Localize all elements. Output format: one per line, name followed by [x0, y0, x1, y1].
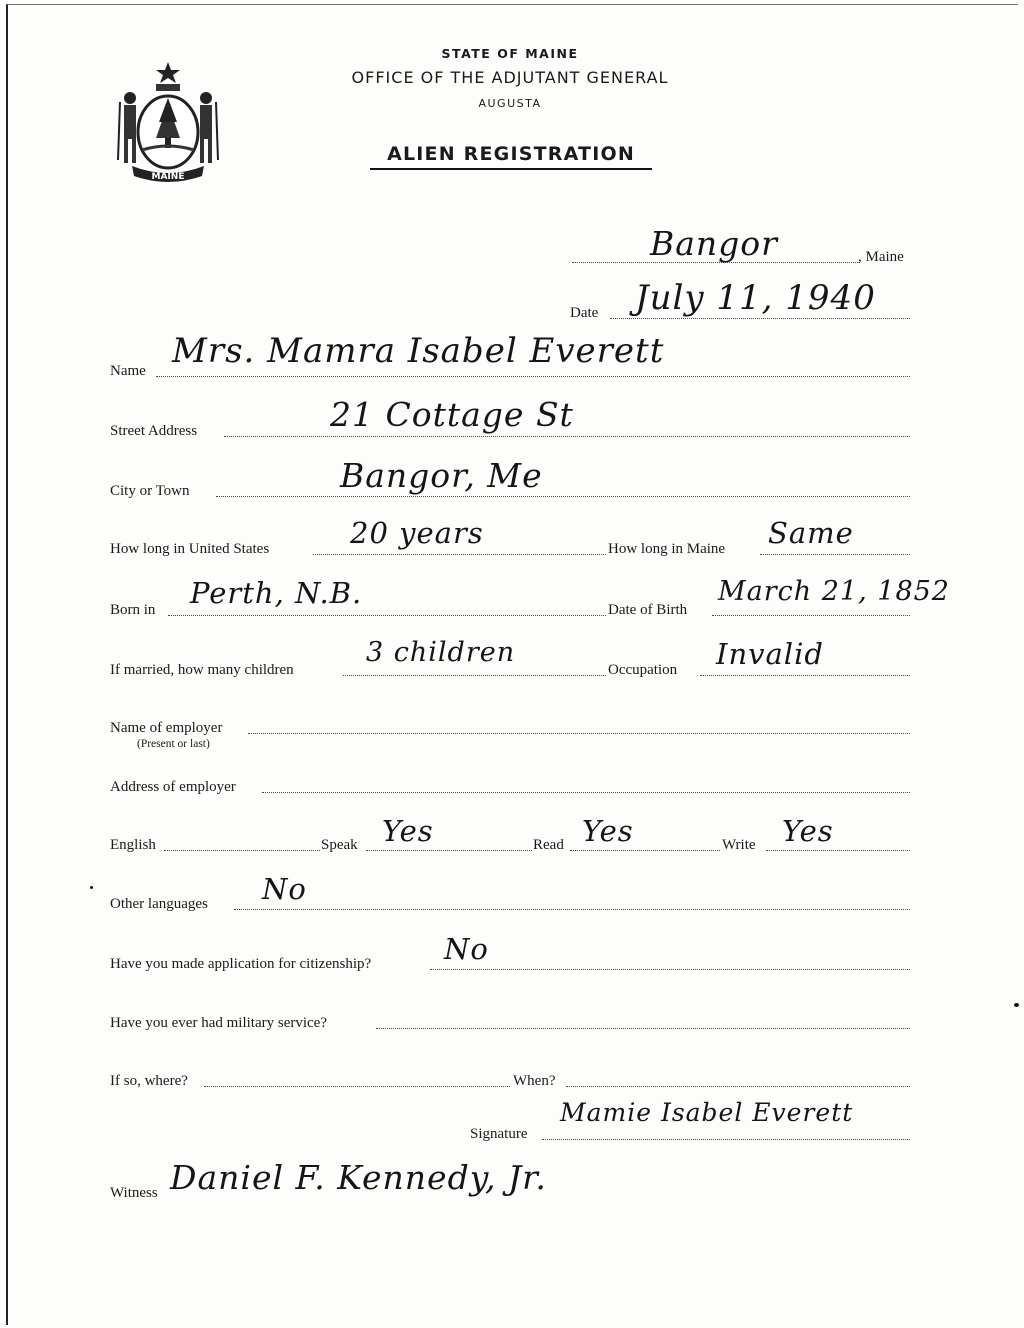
read-label: Read: [533, 837, 564, 853]
employer-label: Name of employer: [110, 720, 223, 736]
place-value: Bangor: [650, 224, 778, 263]
date-line: [610, 318, 910, 319]
write-label: Write: [722, 837, 756, 853]
born-value: Perth, N.B.: [190, 576, 363, 610]
us-value: 20 years: [350, 516, 484, 550]
dob-line: [712, 615, 910, 616]
city-heading: AUGUSTA: [478, 97, 542, 110]
signature-value: Mamie Isabel Everett: [560, 1098, 854, 1127]
maine-line: [760, 554, 910, 555]
name-value: Mrs. Mamra Isabel Everett: [172, 331, 665, 371]
maine-value: Same: [768, 516, 854, 550]
employer-address-line: [262, 792, 910, 793]
children-value: 3 children: [366, 637, 516, 668]
occupation-label: Occupation: [608, 662, 678, 678]
where-line: [204, 1086, 510, 1087]
read-value: Yes: [582, 814, 634, 848]
street-value: 21 Cottage St: [330, 395, 574, 434]
street-line: [224, 436, 910, 437]
employer-address-label: Address of employer: [110, 779, 236, 795]
other-languages-line: [234, 909, 910, 910]
maine-label: How long in Maine: [608, 541, 726, 557]
signature-line: [542, 1139, 910, 1140]
english-line: [164, 850, 320, 851]
occupation-line: [700, 675, 910, 676]
witness-value: Daniel F. Kennedy, Jr.: [170, 1158, 547, 1197]
date-value: July 11, 1940: [635, 278, 876, 318]
when-label: When?: [513, 1073, 556, 1089]
born-line: [168, 615, 606, 616]
citizenship-label: Have you made application for citizenship?: [110, 956, 372, 972]
citizenship-line: [430, 969, 910, 970]
when-line: [566, 1086, 910, 1087]
born-label: Born in: [110, 602, 156, 618]
dob-label: Date of Birth: [608, 602, 688, 618]
us-label: How long in United States: [110, 541, 270, 557]
name-label: Name: [110, 363, 146, 379]
city-value: Bangor, Me: [340, 456, 543, 495]
employer-line: [248, 733, 910, 734]
read-line: [570, 850, 720, 851]
witness-label: Witness: [110, 1185, 158, 1201]
speak-label: Speak: [321, 837, 358, 853]
city-label: City or Town: [110, 483, 190, 499]
where-label: If so, where?: [110, 1073, 188, 1089]
office-heading: OFFICE OF THE ADJUTANT GENERAL: [351, 68, 669, 87]
maine-state-seal: [112, 58, 224, 186]
seal-text: MAINE: [151, 172, 185, 182]
military-label: Have you ever had military service?: [110, 1015, 327, 1031]
dob-value: March 21, 1852: [718, 576, 950, 607]
other-languages-value: No: [262, 872, 307, 906]
military-line: [376, 1028, 910, 1029]
us-line: [313, 554, 606, 555]
city-line: [216, 496, 910, 497]
employer-sublabel: (Present or last): [137, 738, 210, 750]
children-line: [343, 675, 606, 676]
paper-speck: [90, 886, 93, 889]
english-label: English: [110, 837, 156, 853]
street-label: Street Address: [110, 423, 198, 439]
write-line: [766, 850, 910, 851]
state-heading: STATE OF MAINE: [441, 46, 579, 61]
write-value: Yes: [782, 814, 834, 848]
name-line: [156, 376, 910, 377]
other-languages-label: Other languages: [110, 896, 208, 912]
children-label: If married, how many children: [110, 662, 294, 678]
form-title: ALIEN REGISTRATION: [370, 143, 652, 170]
place-suffix: , Maine: [858, 249, 904, 265]
signature-label: Signature: [470, 1126, 528, 1142]
occupation-value: Invalid: [716, 637, 824, 671]
citizenship-value: No: [444, 932, 489, 966]
paper-speck: [1014, 1003, 1019, 1007]
speak-line: [366, 850, 532, 851]
date-label: Date: [570, 305, 599, 321]
speak-value: Yes: [382, 814, 434, 848]
